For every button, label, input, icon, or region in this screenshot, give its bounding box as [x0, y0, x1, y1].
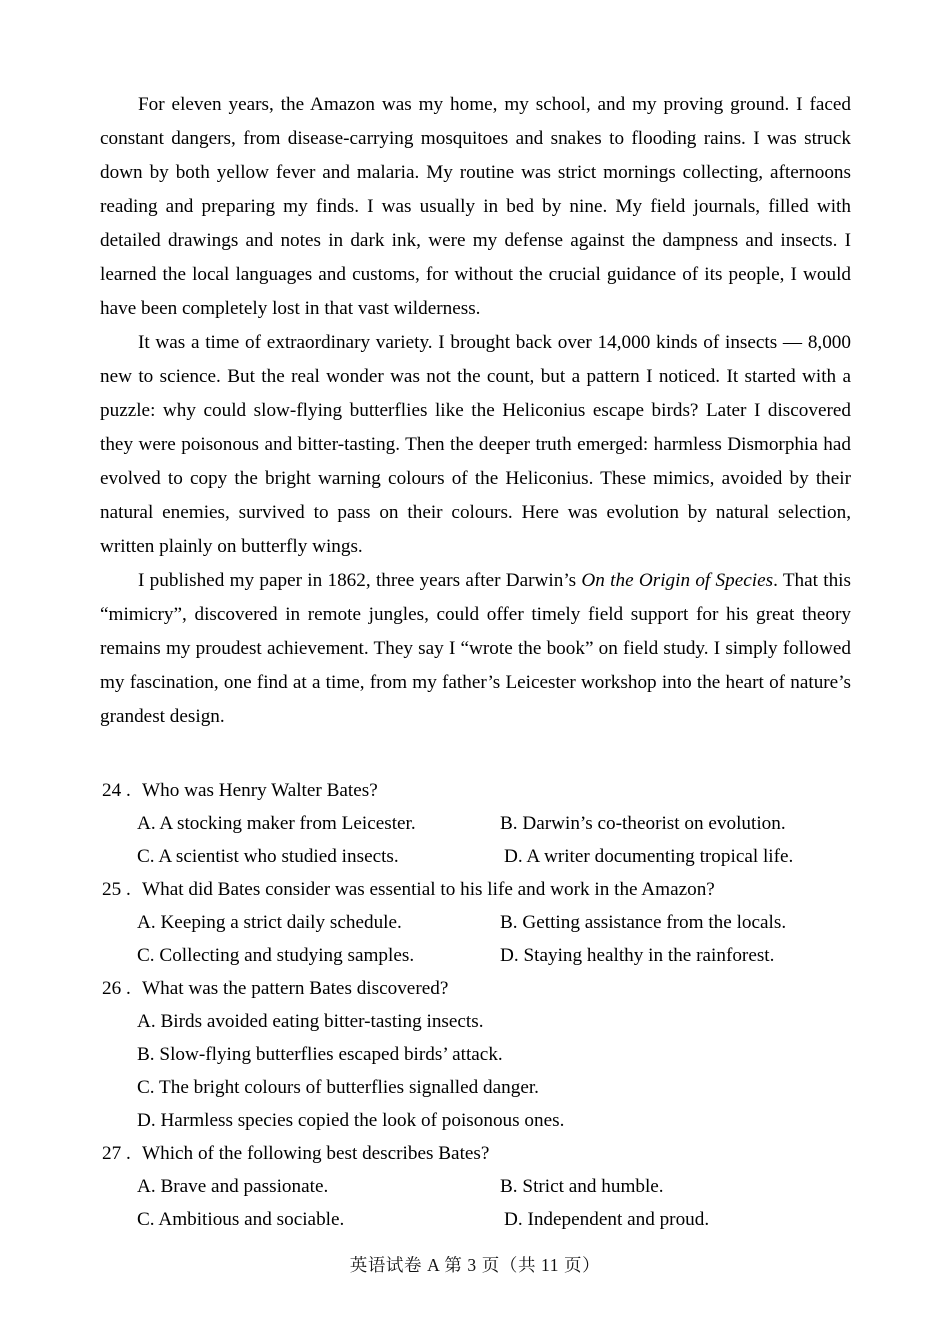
question-26-option-c[interactable]: C. The bright colours of butterflies signalled danger.	[137, 1077, 539, 1098]
question-27-options-row-1	[100, 1170, 851, 1203]
question-25-text: What did Bates consider was essential to his life and work in the Amazon?	[142, 879, 715, 900]
question-26-number: 26 .	[102, 978, 131, 999]
question-25-option-a[interactable]: A. Keeping a strict daily schedule.	[137, 912, 402, 933]
passage-paragraph-1: For eleven years, the Amazon was my home, my school, and my proving ground. I faced constant dangers, from disease-carrying mosquitoes and snakes to flooding rains. I was struck down by both yellow fever and malaria. My routine was strict mornings collecting, afternoons reading and preparing my finds. I was usually in bed by nine. My field journals, filled with detailed drawings and notes in dark ink, were my defense against the dampness and insects. I learned the local languages and customs, for without the crucial guidance of its people, I would have been completely lost in that vast wilderness.	[100, 94, 851, 319]
question-27-options-row-2	[100, 1203, 851, 1236]
question-25-option-c[interactable]: C. Collecting and studying samples.	[137, 945, 415, 966]
question-27	[100, 1137, 851, 1236]
question-25-options-row-2	[100, 939, 851, 972]
question-24-option-d[interactable]: D. A writer documenting tropical life.	[504, 846, 794, 867]
question-25-stem	[100, 873, 851, 906]
question-24	[100, 774, 851, 873]
questions-list	[100, 774, 851, 1236]
question-24-number: 24 .	[102, 780, 131, 801]
question-24-stem	[100, 774, 851, 807]
paragraph3-text-before-title: I published my paper in 1862, three years after Darwin’s	[138, 570, 582, 591]
paragraph3-text-after-title: . That this “mimicry”, discovered in remote jungles, could offer timely field support for his great theory remains my proudest achievement. They say I “wrote the book” on field study. I simply followed my fascination, one find at a time, from my father’s Leicester workshop into the heart of nature’s grandest design.	[100, 570, 851, 727]
question-26-option-d[interactable]: D. Harmless species copied the look of poisonous ones.	[137, 1110, 565, 1131]
question-24-options-row-1	[100, 807, 851, 840]
question-26-text: What was the pattern Bates discovered?	[142, 978, 449, 999]
question-27-number: 27 .	[102, 1143, 131, 1164]
passage-paragraph-2: It was a time of extraordinary variety. I brought back over 14,000 kinds of insects — 8,000 new to science. But the real wonder was not the count, but a pattern I noticed. It started with a puzzle: why could slow-flying butterflies like the Heliconius escape birds? Later I discovered they were poisonous and bitter-tasting. Then the deeper truth emerged: harmless Dismorphia had evolved to copy the bright warning colours of the Heliconius. These mimics, avoided by their natural enemies, survived to pass on their colours. Here was evolution by natural selection, written plainly on butterfly wings.	[100, 332, 851, 557]
question-26-stem	[100, 972, 851, 1005]
question-25-options-row-1	[100, 906, 851, 939]
reading-passage	[100, 88, 851, 734]
question-27-option-b[interactable]: B. Strict and humble.	[500, 1176, 664, 1197]
question-25-option-d[interactable]: D. Staying healthy in the rainforest.	[500, 945, 775, 966]
question-25	[100, 873, 851, 972]
book-title-origin-of-species: On the Origin of Species	[581, 570, 774, 591]
question-24-option-c[interactable]: C. A scientist who studied insects.	[137, 846, 399, 867]
question-25-option-b[interactable]: B. Getting assistance from the locals.	[500, 912, 787, 933]
page-content	[100, 88, 851, 1236]
question-24-text: Who was Henry Walter Bates?	[142, 780, 378, 801]
question-27-option-c[interactable]: C. Ambitious and sociable.	[137, 1209, 345, 1230]
question-27-text: Which of the following best describes Bates?	[142, 1143, 490, 1164]
question-24-option-a[interactable]: A. A stocking maker from Leicester.	[137, 813, 416, 834]
question-26	[100, 972, 851, 1137]
question-24-options-row-2	[100, 840, 851, 873]
question-26-option-a[interactable]: A. Birds avoided eating bitter-tasting insects.	[137, 1011, 484, 1032]
passage-paragraph-3	[100, 564, 851, 734]
question-27-stem	[100, 1137, 851, 1170]
question-24-option-b[interactable]: B. Darwin’s co-theorist on evolution.	[500, 813, 786, 834]
question-26-option-b[interactable]: B. Slow-flying butterflies escaped birds’ attack.	[137, 1044, 503, 1065]
question-25-number: 25 .	[102, 879, 131, 900]
question-27-option-d[interactable]: D. Independent and proud.	[504, 1209, 710, 1230]
page-footer: 英语试卷 A 第 3 页（共 11 页）	[349, 1255, 601, 1275]
question-27-option-a[interactable]: A. Brave and passionate.	[137, 1176, 329, 1197]
